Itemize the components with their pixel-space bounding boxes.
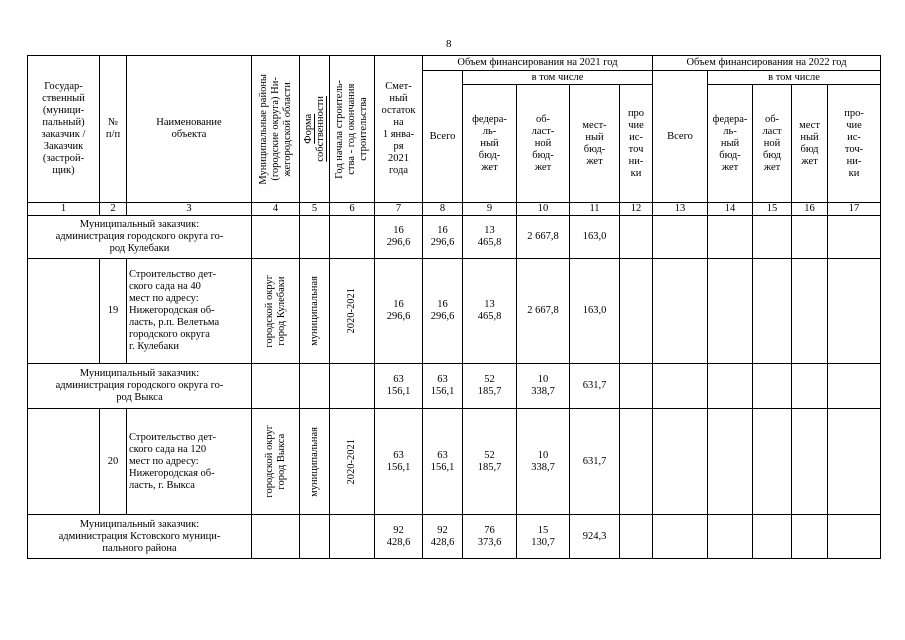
colnum: 15: [753, 203, 792, 216]
header-total-2022: Всего: [653, 71, 708, 203]
empty-cell: [828, 216, 881, 259]
header-districts: [252, 56, 300, 203]
header-local-2021: мест- ный бюд- жет: [570, 85, 620, 203]
empty-cell: [653, 259, 708, 364]
empty-cell: [620, 515, 653, 559]
group-customer-name: Муниципальный заказчик: администрация Кстовского муници- пального района: [28, 515, 252, 559]
colnum: 7: [375, 203, 423, 216]
object-number: 20: [100, 409, 127, 515]
colnum: 16: [792, 203, 828, 216]
colnum: 4: [252, 203, 300, 216]
header-customer: Государ- ственный (муници- пальный) заказчик / Заказчик (застрой- щик): [28, 56, 100, 203]
table-row-group: [28, 515, 881, 559]
column-numbers-row: [28, 203, 881, 216]
estimate-value: 63 156,1: [375, 364, 423, 409]
empty-cell: [300, 515, 330, 559]
header-districts-text: Муниципальные районы (городские округа) Ни- жегородской области: [257, 73, 293, 185]
object-years-text: 2020-2021: [346, 438, 357, 485]
total-value: 16 296,6: [423, 216, 463, 259]
object-ownership-text: муниципальная: [308, 276, 320, 346]
table-row-group: [28, 364, 881, 409]
empty-cell: [653, 409, 708, 515]
header-ownership: [300, 56, 330, 203]
empty-cell: [828, 409, 881, 515]
empty-cell: [252, 364, 300, 409]
regional-value: 2 667,8: [517, 259, 570, 364]
empty-cell: [708, 515, 753, 559]
federal-value: 13 465,8: [463, 216, 517, 259]
empty-cell: [28, 409, 100, 515]
estimate-value: 92 428,6: [375, 515, 423, 559]
empty-cell: [708, 409, 753, 515]
local-value: 163,0: [570, 259, 620, 364]
empty-cell: [792, 409, 828, 515]
header-local-2022: мест ный бюд жет: [792, 85, 828, 203]
empty-cell: [252, 216, 300, 259]
table-row-object: [28, 259, 881, 364]
empty-cell: [252, 515, 300, 559]
header-federal-2022: федера- ль- ный бюд- жет: [708, 85, 753, 203]
total-value: 63 156,1: [423, 409, 463, 515]
header-including-2022: в том числе: [708, 71, 881, 85]
empty-cell: [792, 216, 828, 259]
page-number: 8: [446, 38, 452, 50]
header-including-2021: в том числе: [463, 71, 653, 85]
empty-cell: [28, 259, 100, 364]
empty-cell: [330, 216, 375, 259]
financing-table: [27, 55, 881, 559]
empty-cell: [753, 259, 792, 364]
header-regional-2021: об- ласт- ной бюд- жет: [517, 85, 570, 203]
empty-cell: [708, 364, 753, 409]
header-ownership-text: Форма собственности: [302, 96, 326, 162]
regional-value: 2 667,8: [517, 216, 570, 259]
colnum: 11: [570, 203, 620, 216]
empty-cell: [753, 216, 792, 259]
empty-cell: [828, 259, 881, 364]
colnum: 8: [423, 203, 463, 216]
empty-cell: [300, 364, 330, 409]
estimate-value: 63 156,1: [375, 409, 423, 515]
local-value: 163,0: [570, 216, 620, 259]
empty-cell: [653, 216, 708, 259]
empty-cell: [620, 409, 653, 515]
colnum: 9: [463, 203, 517, 216]
object-ownership-text: муниципальная: [308, 426, 320, 497]
empty-cell: [620, 216, 653, 259]
header-fin-2022: Объем финансирования на 2022 год: [653, 56, 881, 71]
object-district: [252, 259, 300, 364]
empty-cell: [708, 259, 753, 364]
federal-value: 13 465,8: [463, 259, 517, 364]
header-regional-2022: об- ласт ной бюд жет: [753, 85, 792, 203]
table-row-group: [28, 216, 881, 259]
total-value: 63 156,1: [423, 364, 463, 409]
colnum: 1: [28, 203, 100, 216]
federal-value: 52 185,7: [463, 364, 517, 409]
header-federal-2021: федера- ль- ный бюд- жет: [463, 85, 517, 203]
empty-cell: [330, 364, 375, 409]
header-object-name: Наименование объекта: [127, 56, 252, 203]
total-value: 16 296,6: [423, 259, 463, 364]
empty-cell: [620, 259, 653, 364]
regional-value: 10 338,7: [517, 364, 570, 409]
colnum: 6: [330, 203, 375, 216]
empty-cell: [708, 216, 753, 259]
colnum: 12: [620, 203, 653, 216]
object-ownership: [300, 259, 330, 364]
object-district-text: городской округ город Кулебаки: [263, 274, 287, 348]
empty-cell: [792, 515, 828, 559]
group-customer-name: Муниципальный заказчик: администрация городского округа го- род Кулебаки: [28, 216, 252, 259]
colnum: 10: [517, 203, 570, 216]
estimate-value: 16 296,6: [375, 259, 423, 364]
total-value: 92 428,6: [423, 515, 463, 559]
object-number: 19: [100, 259, 127, 364]
object-years: [330, 259, 375, 364]
header-years: [330, 56, 375, 203]
regional-value: 15 130,7: [517, 515, 570, 559]
local-value: 631,7: [570, 409, 620, 515]
empty-cell: [792, 259, 828, 364]
object-years: [330, 409, 375, 515]
empty-cell: [300, 216, 330, 259]
header-other-2021: про чие ис- точ ни- ки: [620, 85, 653, 203]
table-row-object: [28, 409, 881, 515]
empty-cell: [330, 515, 375, 559]
object-district: [252, 409, 300, 515]
federal-value: 76 373,6: [463, 515, 517, 559]
header-num: № п/п: [100, 56, 127, 203]
colnum: 17: [828, 203, 881, 216]
object-name: Строительство дет- ского сада на 40 мест по адресу: Нижегородская об- ласть, р.п. Велетьма городского округа г. Кулебаки: [127, 259, 252, 364]
local-value: 924,3: [570, 515, 620, 559]
empty-cell: [653, 515, 708, 559]
federal-value: 52 185,7: [463, 409, 517, 515]
object-district-text: городской округ город Выкса: [263, 425, 287, 498]
empty-cell: [792, 364, 828, 409]
empty-cell: [828, 515, 881, 559]
group-customer-name: Муниципальный заказчик: администрация городского округа го- род Выкса: [28, 364, 252, 409]
local-value: 631,7: [570, 364, 620, 409]
empty-cell: [620, 364, 653, 409]
colnum: 2: [100, 203, 127, 216]
colnum: 5: [300, 203, 330, 216]
header-estimate: Смет- ный остаток на 1 янва- ря 2021 года: [375, 56, 423, 203]
object-years-text: 2020-2021: [346, 288, 357, 334]
empty-cell: [753, 515, 792, 559]
empty-cell: [753, 409, 792, 515]
colnum: 3: [127, 203, 252, 216]
colnum: 14: [708, 203, 753, 216]
object-name: Строительство дет- ского сада на 120 мест по адресу: Нижегородская об- ласть, г. Выкса: [127, 409, 252, 515]
colnum: 13: [653, 203, 708, 216]
regional-value: 10 338,7: [517, 409, 570, 515]
estimate-value: 16 296,6: [375, 216, 423, 259]
empty-cell: [828, 364, 881, 409]
empty-cell: [753, 364, 792, 409]
header-years-text: Год начала строитель- ства - год окончания строительства: [334, 79, 369, 179]
header-total-2021: Всего: [423, 71, 463, 203]
header-other-2022: про- чие ис- точ- ни- ки: [828, 85, 881, 203]
empty-cell: [653, 364, 708, 409]
object-ownership: [300, 409, 330, 515]
header-fin-2021: Объем финансирования на 2021 год: [423, 56, 653, 71]
